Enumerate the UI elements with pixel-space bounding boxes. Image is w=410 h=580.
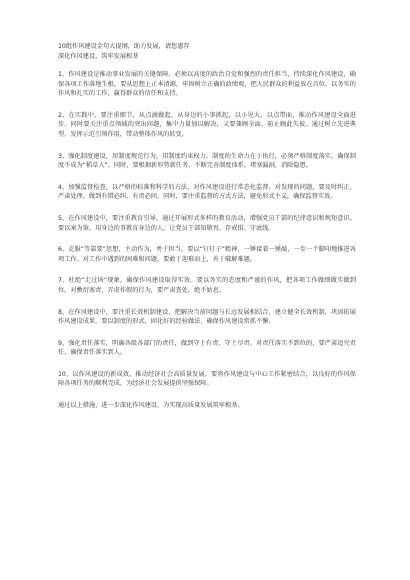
title-line-1: 10组作风建设金句大提纲，助力发展，请您惠存: [58, 43, 190, 50]
paragraph-2: 2、在实践中，要注重细节，从点滴做起，从身边的小事抓起，以小见大，以点带面，推动作风建设全面进步。同时要关注重点领域的突出问题，集中力量加以解决，又要兼顾全面，防止顾此失彼。通过树立先进典型，发挥示范引领作用，带动整体作风的转变。: [58, 111, 356, 138]
paragraph-4: 4、加强监督检查，以严格的标准和科学的方法，对作风建设进行常态化监督。对发现的问题，要及时纠正，严肃处理，做到有错必纠，有责必问。同时，要注重监督的方式方法，避免形式主义，确保监督实效。: [58, 183, 356, 201]
paragraph-7: 7、杜绝“走过场”现象，确保作风建设取得实效。要以务实的态度和严谨的作风，把各项工作做细做实做到位。对敷衍塞责、弄虚作假的行为，要严肃查处，绝不姑息。: [58, 277, 356, 294]
document-page: [58, 42, 356, 411]
paragraph-8: 8、在作风建设中，要注重长效机制建设，把解决当前问题与长远发展相结合，建立健全长效机制，巩固拓展作风建设成果。要以制度的形式，固化好的经验做法，确保作风建设常抓不懈。: [58, 308, 356, 326]
paragraph-3: 3、强化制度建设，用制度规范行为，用制度约束权力。制度的生命力在于执行，必须严格制度落实，确保制度不成为“稻草人”。同时，要根据新形势新任务，不断完善制度体系，堵塞漏洞，消除隐患。: [58, 152, 356, 170]
title-line-2: 深化作风建设，筑牢发展根基: [58, 52, 139, 60]
conclusion-paragraph: 通过以上措施，进一步深化作风建设，为实现高质量发展筑牢根基。: [58, 402, 244, 410]
paragraph-5: 5、在作风建设中，要注重教育引导，通过开展形式多样的教育活动，增强党员干部的纪律意识和规矩意识。要以案为鉴，用身边的事教育身边的人，让党员干部知敬畏、存戒惧、守底线。: [58, 214, 356, 232]
paragraph-6: 6、克服“等靠要”思想，主动作为，勇于担当。要以“钉钉子”精神，一锤接着一锤敲，一步一个脚印地推进各项工作。对工作中遇到的困难和问题，要敢于迎难而上，善于破解难题。: [58, 246, 356, 263]
paragraph-10: 10、以作风建设的新成效，推动经济社会高质量发展。要将作风建设与中心工作紧密结合，以良好的作风保障各项任务的顺利完成，为经济社会发展提供坚强保障。: [58, 370, 356, 388]
document-title: [58, 42, 356, 61]
paragraph-1: 1、作风建设是推动事业发展的关键保障。必须以高度的政治自觉和强烈的责任担当，持续深化作风建设，确保各项工作落地生根。要从思想上正本清源，牢固树立正确的政绩观，把人民群众的利益放在首位，以务实的作风和扎实的工作，赢得群众的信任和支持。: [58, 71, 356, 98]
paragraph-9: 9、强化责任落实，明确各级各部门的责任，做到守土有责、守土尽责。对责任落实不到位的，要严肃追究责任，确保责任落实到人。: [58, 339, 356, 357]
